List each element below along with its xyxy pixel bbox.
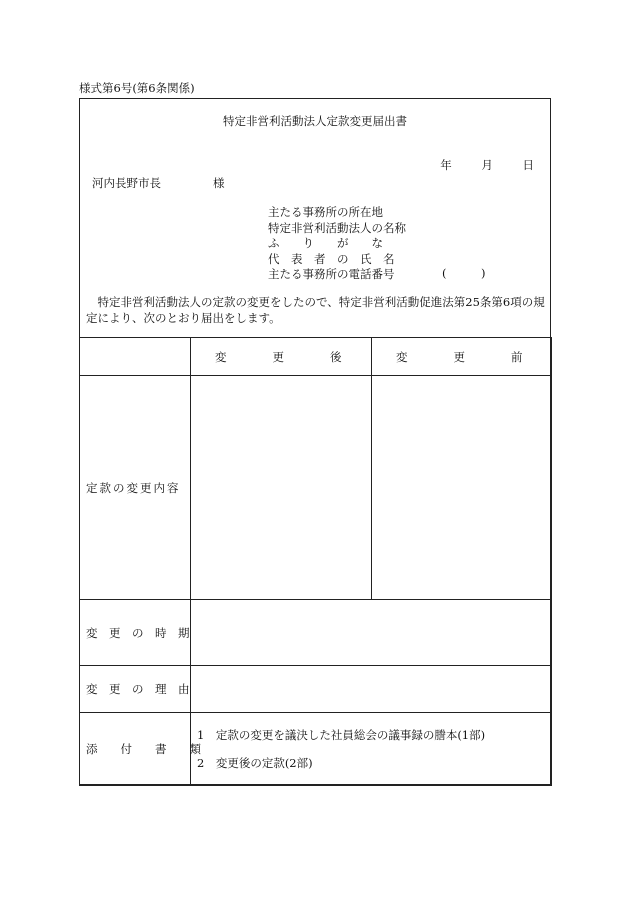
addressee — [92, 175, 225, 191]
row-label-timing: 変 更 の 時 期 — [80, 600, 191, 666]
addressee-suffix: 様 — [213, 176, 225, 190]
form-header — [80, 99, 552, 339]
timing-cell[interactable] — [191, 600, 552, 666]
table-row — [80, 376, 552, 600]
notification-form — [79, 98, 551, 785]
applicant-phone-label[interactable]: 主たる事務所の電話番号 — [268, 267, 395, 281]
attachment-item: 2 変更後の定款(2部) — [197, 755, 313, 770]
attachments-cell — [191, 713, 552, 786]
applicant-address-label[interactable]: 主たる事務所の所在地 — [268, 205, 383, 219]
addressee-name: 河内長野市長 — [92, 176, 161, 190]
after-content-cell[interactable] — [191, 376, 372, 600]
table-row — [80, 666, 552, 713]
column-after: 変 更 後 — [191, 338, 372, 376]
applicant-block — [268, 205, 406, 283]
header-empty-cell — [80, 338, 191, 376]
date-day[interactable]: 日 — [522, 158, 534, 172]
applicant-furigana-label[interactable]: ふ り が な — [268, 236, 383, 250]
form-title: 特定非営利活動法人定款変更届出書 — [223, 114, 407, 128]
row-label-reason: 変 更 の 理 由 — [80, 666, 191, 713]
date-line — [418, 157, 534, 173]
date-month[interactable]: 月 — [481, 158, 493, 172]
table-row — [80, 600, 552, 666]
date-year[interactable]: 年 — [440, 158, 452, 172]
statement-text: 特定非営利活動法人の定款の変更をしたので、特定非営利活動促進法第25条第6項の規定により、次のとおり届出をします。 — [86, 295, 545, 325]
reason-cell[interactable] — [191, 666, 552, 713]
row-label-attachments: 添 付 書 類 — [80, 713, 191, 786]
column-before: 変 更 前 — [372, 338, 552, 376]
row-label-content: 定款の変更内容 — [80, 376, 191, 600]
table-header-row — [80, 338, 552, 376]
attachment-item: 1 定款の変更を議決した社員総会の議事録の謄本(1部) — [197, 727, 486, 742]
table-row — [80, 713, 552, 786]
applicant-representative-label[interactable]: 代 表 者 の 氏 名 — [268, 251, 395, 266]
applicant-corp-name-label[interactable]: 特定非営利活動法人の名称 — [268, 220, 406, 235]
change-table — [79, 337, 552, 786]
form-number: 様式第6号(第6条関係) — [79, 81, 195, 95]
before-content-cell[interactable] — [372, 376, 552, 600]
phone-parentheses[interactable]: ( ) — [442, 266, 486, 280]
